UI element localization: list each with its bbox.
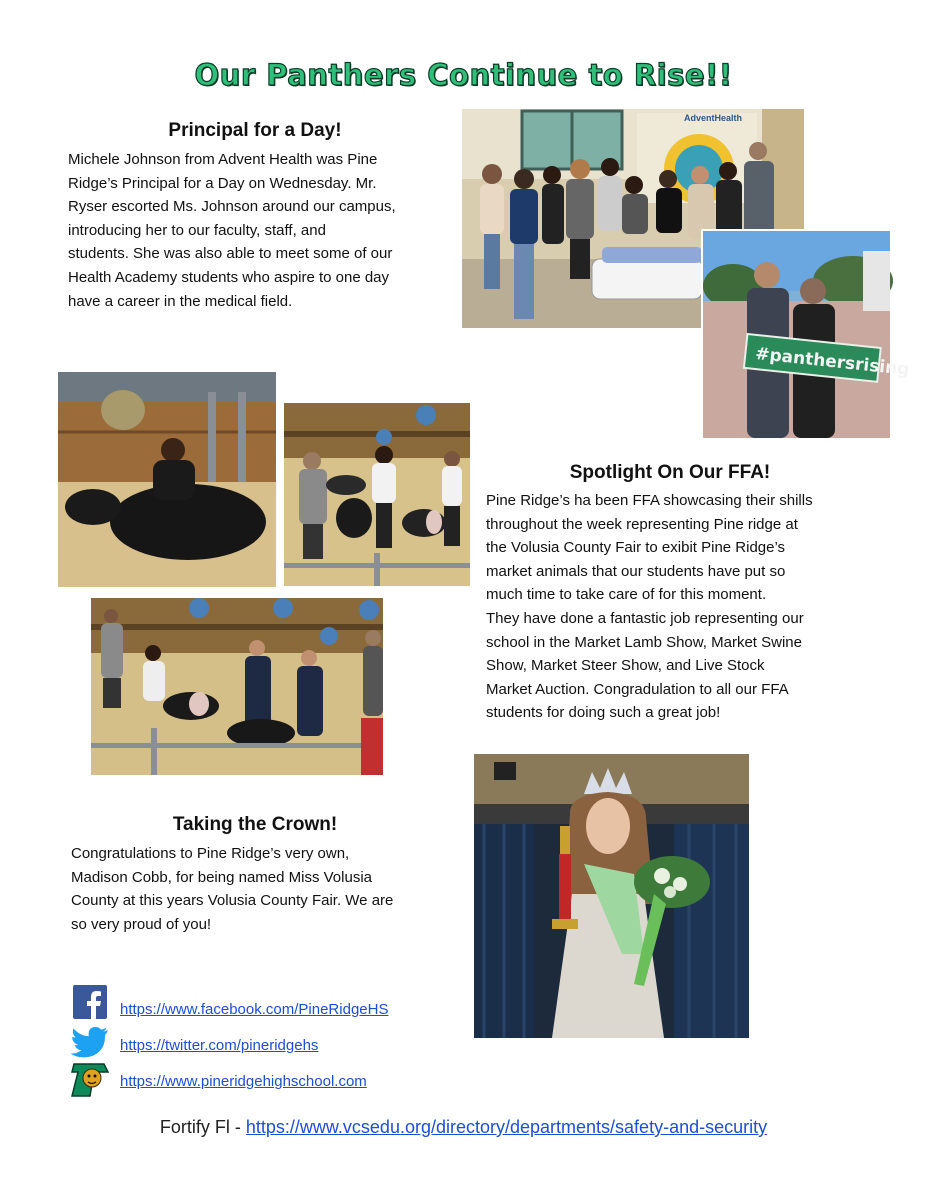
crown-heading: Taking the Crown! bbox=[172, 814, 338, 835]
ffa-line: students for doing such a great job! bbox=[486, 704, 721, 722]
page-title: Our Panthers Continue to Rise!! bbox=[194, 58, 733, 92]
ffa-line: market animals that our students have put so bbox=[486, 562, 786, 580]
ffa-line: Market Auction. Congradulation to all our FFA bbox=[486, 680, 789, 698]
pine-ridge-panther-logo-icon[interactable] bbox=[70, 1062, 110, 1098]
twitter-icon[interactable] bbox=[70, 1026, 110, 1060]
principal-line: have a career in the medical field. bbox=[68, 292, 293, 310]
ffa-line: Pine Ridge’s ha been FFA showcasing their shills bbox=[486, 492, 813, 509]
principal-heading: Principal for a Day! bbox=[168, 120, 342, 141]
swine-show-photo-1 bbox=[284, 403, 470, 586]
ffa-heading: Spotlight On Our FFA! bbox=[569, 462, 771, 483]
miss-volusia-photo bbox=[474, 754, 749, 1038]
swine-show-photo-2 bbox=[91, 598, 383, 775]
ffa-text bbox=[486, 489, 886, 725]
crown-line: so very proud of you! bbox=[71, 915, 212, 933]
principal-line: Ridge’s Principal for a Day on Wednesday. Mr. bbox=[68, 174, 377, 192]
facebook-link[interactable]: https://www.facebook.com/PineRidgeHS bbox=[120, 1001, 389, 1018]
fortify-label: Fortify Fl - bbox=[159, 1117, 246, 1137]
panthersrising-photo bbox=[701, 229, 911, 440]
crown-line: Madison Cobb, for being named Miss Volusia bbox=[71, 868, 372, 886]
principal-line: Ryser escorted Ms. Johnson around our campus, bbox=[68, 198, 396, 216]
ffa-line: much time to take care of for this moment. bbox=[486, 586, 767, 604]
school-website-link[interactable]: https://www.pineridgehighschool.com bbox=[120, 1073, 367, 1090]
adventhealth-sign: AdventHealth bbox=[684, 113, 743, 123]
steer-show-photo bbox=[58, 372, 276, 587]
fortify-link[interactable]: https://www.vcsedu.org/directory/departments/safety-and-security bbox=[245, 1117, 768, 1137]
crown-line: Congratulations to Pine Ridge’s very own, bbox=[71, 845, 350, 862]
ffa-line: throughout the week representing Pine ridge at bbox=[486, 515, 798, 533]
ffa-line: the Volusia County Fair to exibit Pine Ridge’s bbox=[486, 539, 786, 557]
principal-line: Michele Johnson from Advent Health was Pine bbox=[68, 151, 378, 168]
crown-line: County at this years Volusia County Fair. We are bbox=[71, 892, 394, 910]
principal-line: Health Academy students who aspire to one day bbox=[68, 268, 390, 286]
ffa-line: They have done a fantastic job representing our bbox=[486, 609, 804, 627]
principal-text bbox=[68, 148, 458, 313]
twitter-link[interactable]: https://twitter.com/pineridgehs bbox=[120, 1037, 319, 1054]
ffa-line: Show, Market Steer Show, and Live Stock bbox=[486, 657, 765, 675]
panthersrising-sign: #panthersrising bbox=[754, 343, 911, 381]
principal-line: students. She was also able to meet some of our bbox=[68, 245, 393, 263]
crown-text bbox=[71, 842, 451, 936]
principal-line: introducing her to our faculty, staff, and bbox=[68, 221, 326, 239]
facebook-icon[interactable] bbox=[73, 985, 107, 1019]
ffa-line: school in the Market Lamb Show, Market Swine bbox=[486, 633, 802, 651]
footer bbox=[0, 1117, 927, 1138]
